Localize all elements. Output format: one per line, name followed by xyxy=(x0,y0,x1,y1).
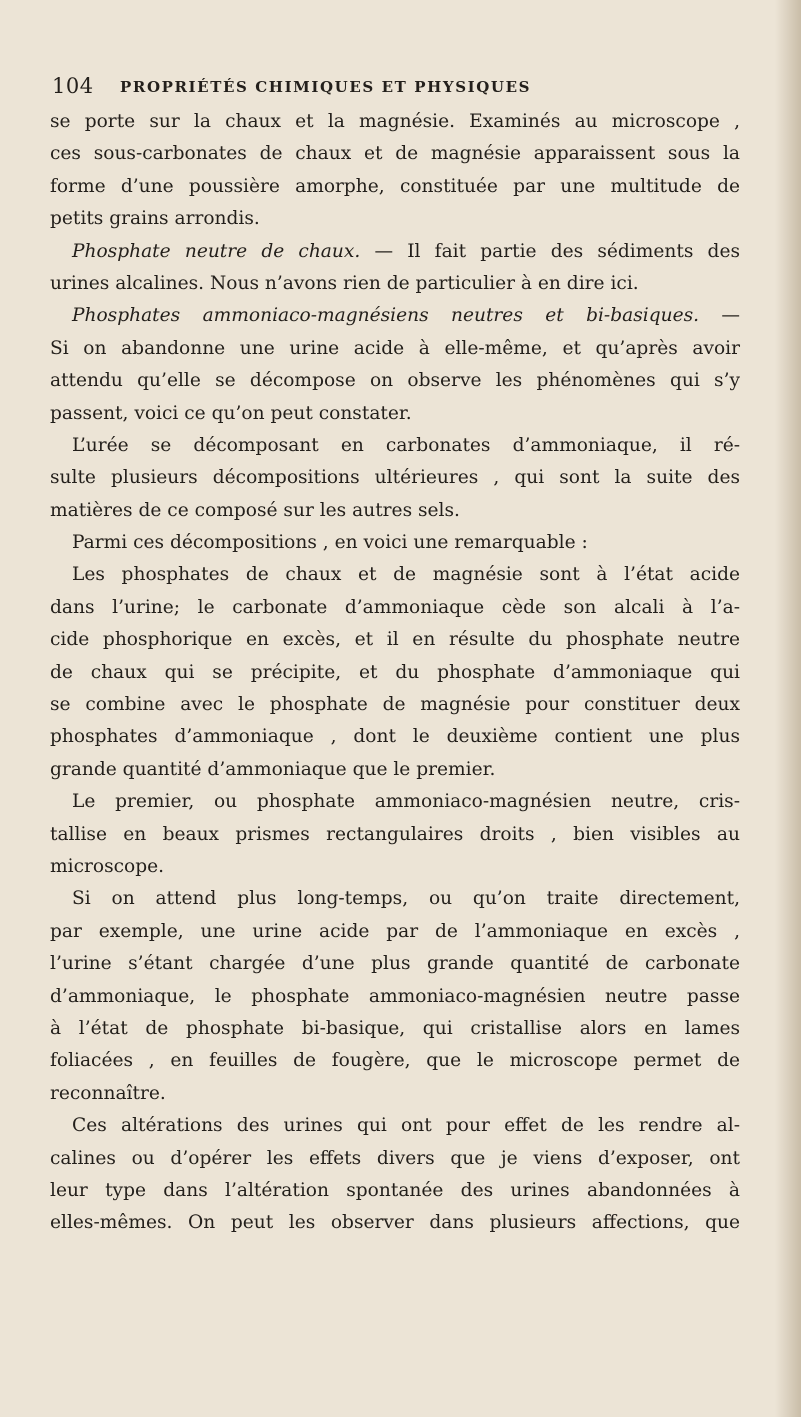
text-line: calines ou d’opérer les effets divers que je viens d’exposer, ont xyxy=(50,1147,740,1169)
section-heading-italic: Phosphates ammoniaco-magnésiens neutres et bi-basiques. xyxy=(72,305,700,327)
text-line: forme d’une poussière amorphe, constituée par une multitude de xyxy=(50,175,740,197)
text-line: l’urine s’étant chargée d’une plus grande quantité de carbonate xyxy=(50,953,740,975)
text-line: d’ammoniaque, le phosphate ammoniaco-magnésien neutre passe xyxy=(50,985,740,1007)
text-line: petits grains arrondis. xyxy=(50,208,260,230)
text-line: phosphates d’ammoniaque , dont le deuxième contient une plus xyxy=(50,726,740,748)
text-line: Ces altérations des urines qui ont pour effet de les rendre al- xyxy=(72,1115,740,1137)
text-line: Si on abandonne une urine acide à elle-même, et qu’après avoir xyxy=(50,337,740,359)
text-line: Si on attend plus long-temps, ou qu’on traite directement, xyxy=(72,888,740,910)
text-line: par exemple, une urine acide par de l’ammoniaque en excès , xyxy=(50,920,740,942)
text-line: foliacées , en feuilles de fougère, que le microscope permet de xyxy=(50,1050,740,1072)
text-line: Parmi ces décompositions , en voici une remarquable : xyxy=(72,532,588,554)
text-line: urines alcalines. Nous n’avons rien de particulier à en dire ici. xyxy=(50,272,639,294)
text-line xyxy=(50,236,740,268)
text-line: attendu qu’elle se décompose on observe les phénomènes qui s’y xyxy=(50,370,740,392)
text-line-continuation: — Il fait partie des sédiments des xyxy=(360,240,740,262)
text-line: dans l’urine; le carbonate d’ammoniaque cède son alcali à l’a- xyxy=(50,596,740,618)
text-line: sulte plusieurs décompositions ultérieures , qui sont la suite des xyxy=(50,467,740,489)
text-line: elles-mêmes. On peut les observer dans plusieurs affections, que xyxy=(50,1212,740,1234)
text-line: tallise en beaux prismes rectangulaires droits , bien visibles au xyxy=(50,823,740,845)
text-line: reconnaître. xyxy=(50,1082,166,1104)
text-line: Le premier, ou phosphate ammoniaco-magnésien neutre, cris- xyxy=(72,791,740,813)
text-line-continuation: — xyxy=(699,305,740,327)
text-line: de chaux qui se précipite, et du phosphate d’ammoniaque qui xyxy=(50,661,740,683)
text-line: Les phosphates de chaux et de magnésie sont à l’état acide xyxy=(72,564,740,586)
text-line: matières de ce composé sur les autres sels. xyxy=(50,499,460,521)
text-line: se combine avec le phosphate de magnésie pour constituer deux xyxy=(50,694,740,716)
page-edge-shadow xyxy=(775,0,801,1417)
text-line: grande quantité d’ammoniaque que le premier. xyxy=(50,758,496,780)
section-heading-italic: Phosphate neutre de chaux. xyxy=(72,240,361,262)
text-line xyxy=(50,300,740,332)
text-line: à l’état de phosphate bi-basique, qui cristallise alors en lames xyxy=(50,1017,740,1039)
page-header xyxy=(50,74,750,100)
text-line: ces sous-carbonates de chaux et de magnésie apparaissent sous la xyxy=(50,143,740,165)
text-line: L’urée se décomposant en carbonates d’ammoniaque, il ré- xyxy=(72,434,740,456)
text-line: passent, voici ce qu’on peut constater. xyxy=(50,402,412,424)
text-line: microscope. xyxy=(50,855,165,877)
body-text xyxy=(50,106,740,1240)
text-line: se porte sur la chaux et la magnésie. Examinés au microscope , xyxy=(50,111,740,132)
text-line: cide phosphorique en excès, et il en résulte du phosphate neutre xyxy=(50,629,740,651)
text-line: leur type dans l’altération spontanée des urines abandonnées à xyxy=(50,1179,740,1201)
running-head: PROPRIÉTÉS CHIMIQUES ET PHYSIQUES xyxy=(120,78,532,96)
page-number: 104 xyxy=(52,74,94,98)
